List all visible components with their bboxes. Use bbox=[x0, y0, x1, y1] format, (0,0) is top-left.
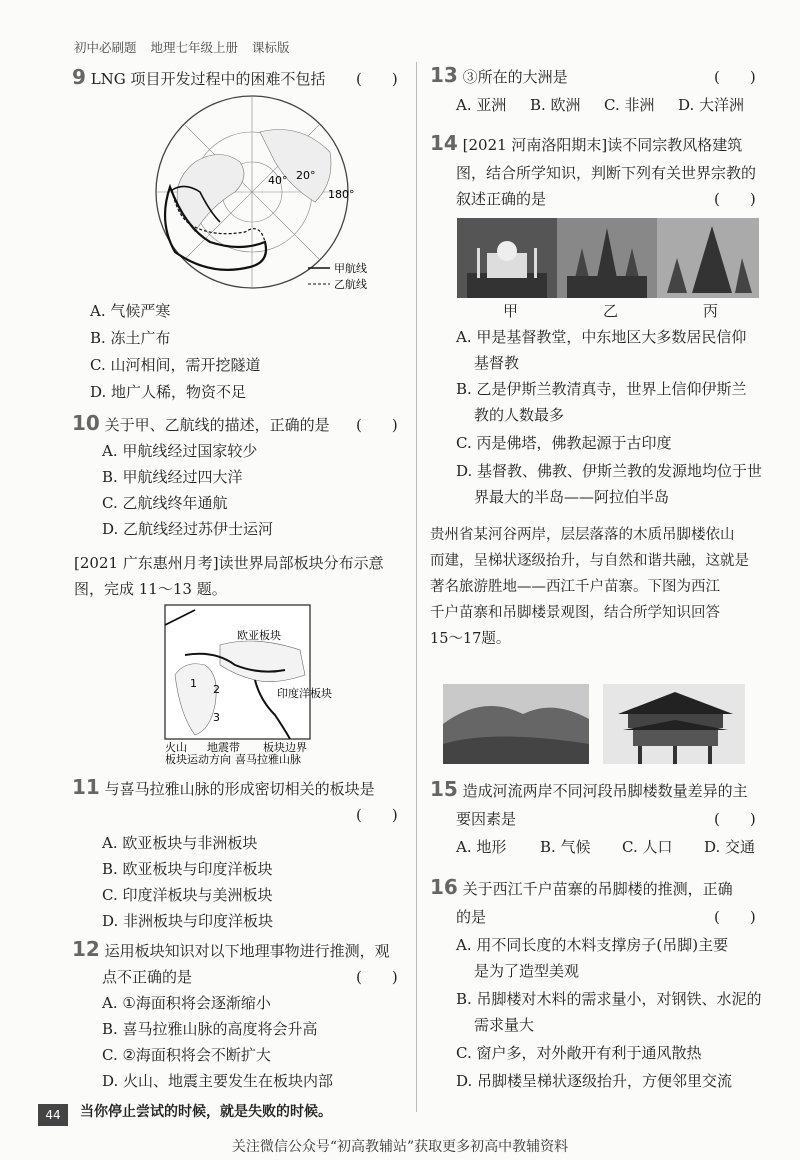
answer-paren: ( ) bbox=[714, 190, 756, 208]
option-d: D. 基督教、佛教、伊斯兰教的发源地均位于世 bbox=[456, 462, 763, 480]
answer-paren: ( ) bbox=[714, 908, 756, 926]
marker-3: 3 bbox=[213, 711, 220, 724]
option-d: D. 吊脚楼呈梯状逐级抬升，方便邻里交流 bbox=[456, 1072, 733, 1090]
question-number: 16 bbox=[430, 875, 458, 899]
question-stem-cont: 点不正确的是 bbox=[102, 968, 193, 986]
question-number: 9 bbox=[72, 65, 86, 89]
intro-line-2: 图，完成 11～13 题。 bbox=[74, 580, 227, 598]
question-15 bbox=[430, 776, 748, 804]
marker-1: 1 bbox=[190, 677, 197, 690]
column-divider bbox=[416, 62, 417, 1112]
answer-paren: ( ) bbox=[356, 416, 398, 434]
question-stem: ③所在的大洲是 bbox=[462, 68, 568, 86]
question-9 bbox=[72, 64, 326, 92]
page-number: 44 bbox=[38, 1104, 68, 1126]
subject-title: 地理七年级上册 bbox=[150, 40, 239, 55]
question-number: 12 bbox=[72, 937, 100, 961]
option-c: C. 非洲 bbox=[604, 96, 655, 114]
intro-line-1: [2021 广东惠州月考]读世界局部板块分布示意 bbox=[74, 554, 384, 572]
question-stem: LNG 项目开发过程中的困难不包括 bbox=[90, 70, 326, 88]
miao-village-photos bbox=[443, 684, 745, 764]
religious-buildings-photos bbox=[457, 218, 759, 298]
option-b: B. 甲航线经过四大洋 bbox=[102, 468, 243, 486]
option-a: A. 甲航线经过国家较少 bbox=[102, 442, 258, 460]
option-a: A. 地形 bbox=[456, 838, 507, 856]
question-16 bbox=[430, 874, 733, 902]
question-stem: [2021 河南洛阳期末]读不同宗教风格建筑 bbox=[462, 136, 743, 154]
question-stem: 造成河流两岸不同河段吊脚楼数量差异的主 bbox=[462, 782, 748, 800]
legend-plate-motion: 板块运动方向 bbox=[165, 753, 231, 766]
legend-himalaya: 喜马拉雅山脉 bbox=[235, 753, 301, 766]
option-d: D. 地广人稀，物资不足 bbox=[90, 383, 247, 401]
option-a: A. ①海面积将会逐渐缩小 bbox=[102, 994, 271, 1012]
photo-caption-b: 乙 bbox=[603, 302, 619, 320]
edition-title: 课标版 bbox=[252, 40, 290, 55]
option-b: B. 乙是伊斯兰教清真寺，世界上信仰伊斯兰 bbox=[456, 380, 747, 398]
question-number: 14 bbox=[430, 131, 458, 155]
answer-paren: ( ) bbox=[356, 806, 398, 824]
question-number: 13 bbox=[430, 63, 458, 87]
question-stem: 运用板块知识对以下地理事物进行推测，观 bbox=[104, 942, 390, 960]
passage-line: 15～17题。 bbox=[430, 631, 511, 647]
question-stem-cont: 叙述正确的是 bbox=[456, 190, 547, 208]
answer-paren: ( ) bbox=[356, 70, 398, 88]
series-title: 初中必刷题 bbox=[74, 40, 137, 55]
option-b: B. 欧亚板块与印度洋板块 bbox=[102, 860, 273, 878]
option-a: A. 气候严寒 bbox=[90, 302, 171, 320]
legend-quake-belt: 地震带 bbox=[207, 741, 240, 754]
arctic-route-map bbox=[100, 92, 400, 292]
answer-paren: ( ) bbox=[714, 68, 756, 86]
option-c: C. 丙是佛塔，佛教起源于古印度 bbox=[456, 434, 672, 452]
eurasian-plate-label: 欧亚板块 bbox=[237, 629, 281, 642]
option-a: A. 甲是基督教堂，中东地区大多数居民信仰 bbox=[456, 328, 747, 346]
option-c: C. 印度洋板块与美洲板块 bbox=[102, 886, 273, 904]
option-a: A. 欧亚板块与非洲板块 bbox=[102, 834, 258, 852]
legend-route-a: 甲航线 bbox=[334, 262, 367, 275]
question-stem: 关于西江千户苗寨的吊脚楼的推测，正确 bbox=[462, 880, 733, 898]
option-d-cont: 界最大的半岛——阿拉伯半岛 bbox=[474, 488, 670, 506]
question-stem-cont: 图，结合所学知识，判断下列有关世界宗教的 bbox=[456, 164, 757, 182]
legend-plate-boundary: 板块边界 bbox=[263, 741, 307, 754]
option-b-cont: 教的人数最多 bbox=[474, 406, 565, 424]
question-14 bbox=[430, 130, 742, 158]
question-10 bbox=[72, 410, 330, 438]
question-13 bbox=[430, 62, 568, 90]
running-header bbox=[74, 38, 300, 56]
longitude-180-label: 180° bbox=[328, 188, 355, 201]
question-11 bbox=[72, 774, 375, 802]
legend-volcano: 火山 bbox=[165, 741, 187, 754]
latitude-20-label: 20° bbox=[296, 169, 316, 182]
question-stem-cont: 要因素是 bbox=[456, 810, 517, 828]
plate-map bbox=[165, 605, 332, 766]
indian-ocean-plate-label: 印度洋板块 bbox=[277, 687, 332, 700]
option-c: C. 人口 bbox=[622, 838, 673, 856]
option-d: D. 大洋洲 bbox=[678, 96, 745, 114]
answer-paren: ( ) bbox=[714, 810, 756, 828]
question-stem: 关于甲、乙航线的描述，正确的是 bbox=[104, 416, 330, 434]
marker-2: 2 bbox=[213, 683, 220, 696]
option-a: A. 用不同长度的木料支撑房子(吊脚)主要 bbox=[456, 936, 729, 954]
passage-line: 而建，呈梯状逐级抬升，与自然和谐共融，这就是 bbox=[430, 553, 749, 569]
option-d: D. 火山、地震主要发生在板块内部 bbox=[102, 1072, 334, 1090]
option-c: C. 山河相间，需开挖隧道 bbox=[90, 356, 261, 374]
passage-line: 著名旅游胜地——西江千户苗寨。下图为西江 bbox=[430, 579, 720, 595]
bottom-notice: 关注微信公众号“初高教辅站”获取更多初高中教辅资料 bbox=[231, 1139, 569, 1155]
option-a: A. 亚洲 bbox=[456, 96, 507, 114]
option-b: B. 冻土广布 bbox=[90, 329, 171, 347]
legend-route-b: 乙航线 bbox=[334, 278, 367, 291]
answer-paren: ( ) bbox=[356, 968, 398, 986]
option-b: B. 欧洲 bbox=[530, 96, 581, 114]
option-d: D. 乙航线经过苏伊士运河 bbox=[102, 520, 274, 538]
question-12 bbox=[72, 936, 390, 964]
question-stem: 与喜马拉雅山脉的形成密切相关的板块是 bbox=[104, 780, 375, 798]
motto: 当你停止尝试的时候，就是失败的时候。 bbox=[80, 1104, 332, 1120]
option-b-cont: 需求量大 bbox=[474, 1016, 535, 1034]
option-b: B. 气候 bbox=[540, 838, 591, 856]
option-d: D. 交通 bbox=[704, 838, 756, 856]
photo-caption-a: 甲 bbox=[503, 302, 519, 320]
reading-passage bbox=[430, 522, 770, 652]
option-a-cont: 基督教 bbox=[474, 354, 520, 372]
photo-caption-c: 丙 bbox=[703, 302, 719, 320]
question-number: 10 bbox=[72, 411, 100, 435]
question-number: 15 bbox=[430, 777, 458, 801]
option-d: D. 非洲板块与印度洋板块 bbox=[102, 912, 274, 930]
option-c: C. 窗户多，对外敞开有利于通风散热 bbox=[456, 1044, 702, 1062]
option-c: C. 乙航线终年通航 bbox=[102, 494, 228, 512]
passage-line: 千户苗寨和吊脚楼景观图，结合所学知识回答 bbox=[430, 605, 720, 621]
latitude-40-label: 40° bbox=[268, 174, 288, 187]
option-a-cont: 是为了造型美观 bbox=[474, 962, 580, 980]
option-c: C. ②海面积将会不断扩大 bbox=[102, 1046, 271, 1064]
question-stem-cont: 的是 bbox=[456, 908, 487, 926]
option-b: B. 吊脚楼对木料的需求量小，对钢铁、水泥的 bbox=[456, 990, 762, 1008]
passage-line: 贵州省某河谷两岸，层层落落的木质吊脚楼依山 bbox=[430, 527, 735, 543]
question-number: 11 bbox=[72, 775, 100, 799]
option-b: B. 喜马拉雅山脉的高度将会升高 bbox=[102, 1020, 318, 1038]
